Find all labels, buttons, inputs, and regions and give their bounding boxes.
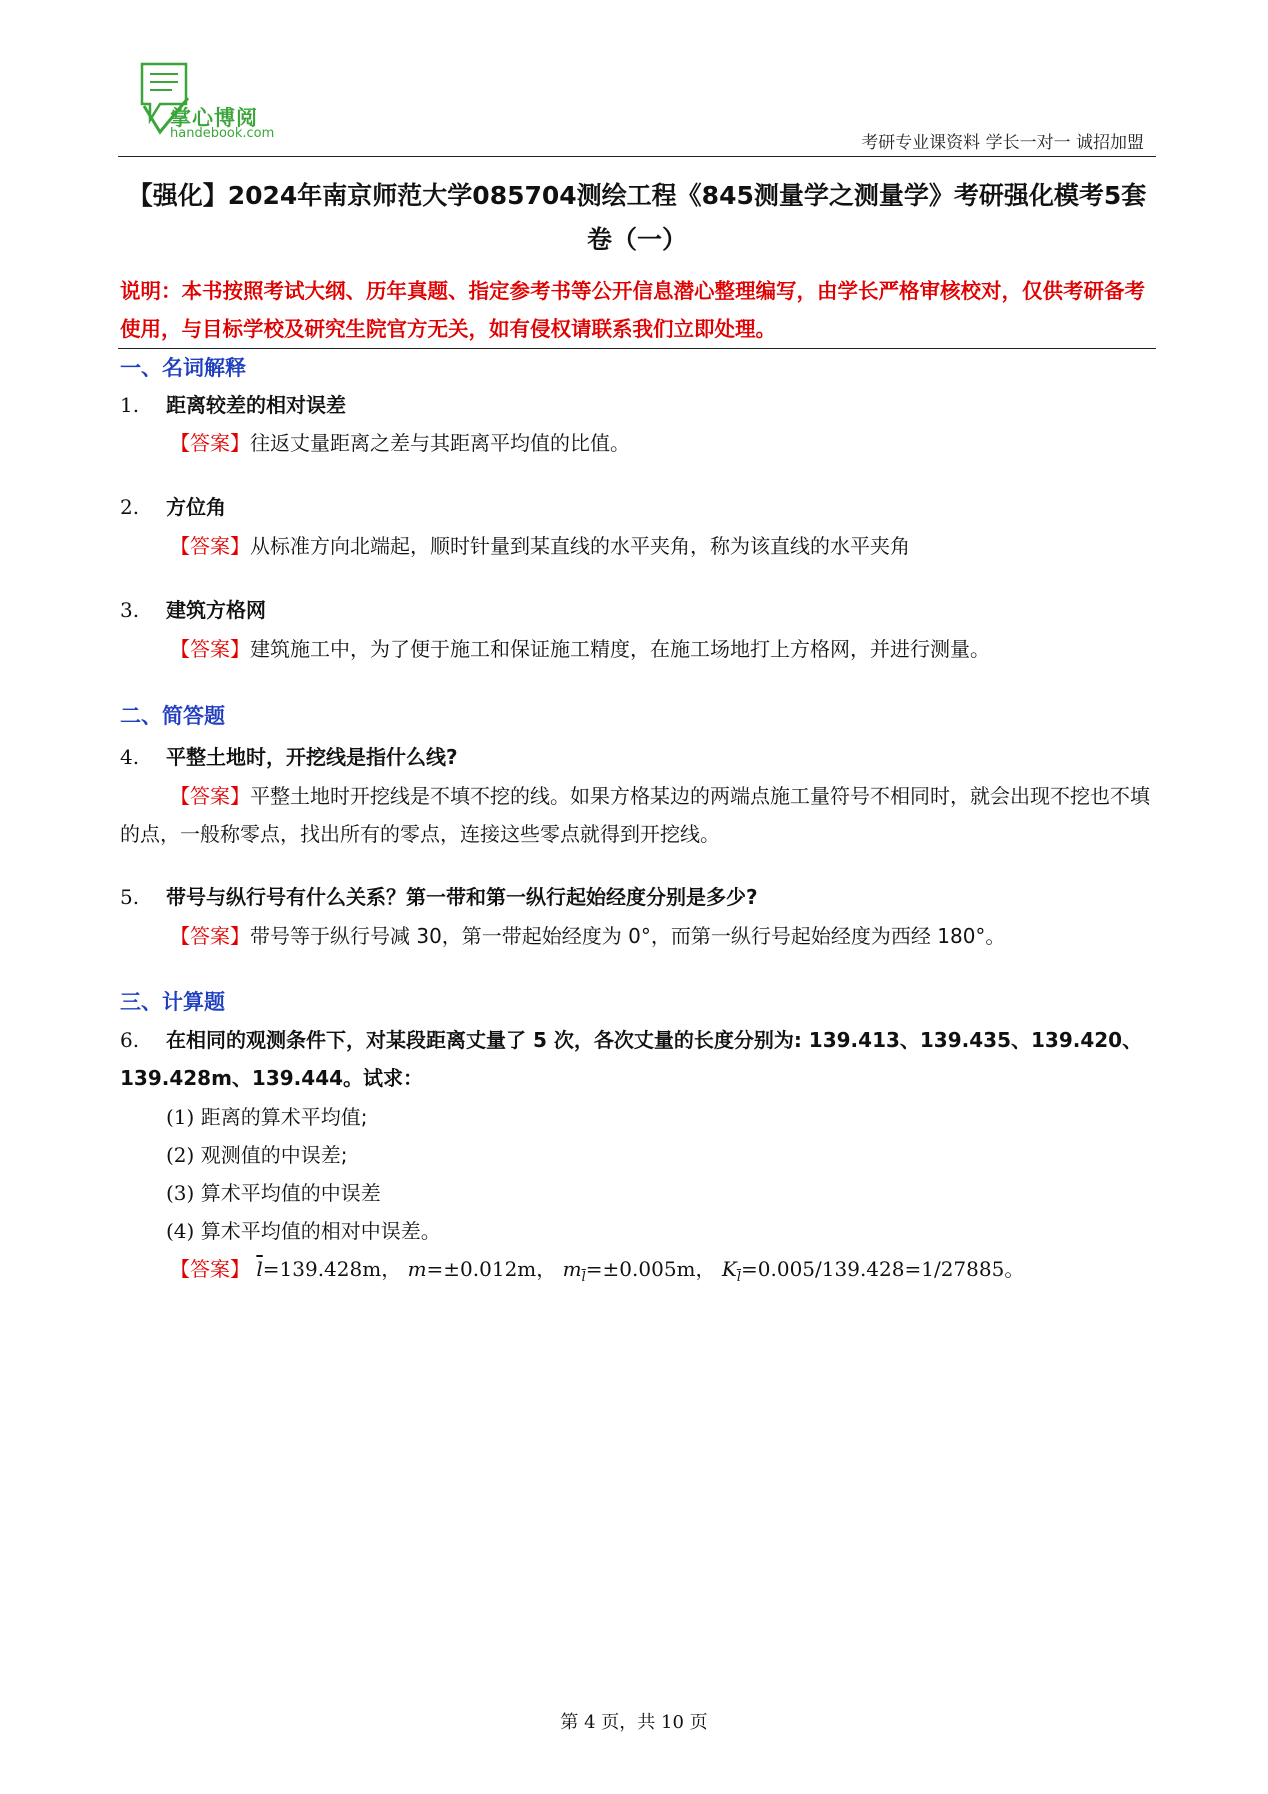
mean-symbol: $\overline{l}$: [256, 1257, 263, 1281]
question-text: 方位角: [166, 495, 226, 519]
question-number: 6.: [120, 1028, 140, 1052]
question-text: 在相同的观测条件下，对某段距离丈量了 5 次，各次丈量的长度分别为: 139.413、139.435、139.420、139.428m、139.444。试求：: [120, 1028, 1143, 1090]
subquestion-number: (3): [166, 1181, 195, 1205]
answer-text: 往返丈量距离之差与其距离平均值的比值。: [250, 431, 630, 455]
answer-label: 【答案】: [170, 924, 250, 948]
page-number: 第 4 页，共 10 页: [560, 1712, 708, 1733]
question-number: 3.: [120, 598, 140, 622]
subquestion-text: 算术平均值的相对中误差。: [200, 1219, 441, 1243]
disclaimer-notice: 说明：本书按照考试大纲、历年真题、指定参考书等公开信息潜心整理编写，由学长严格审核校对，仅供考研备考使用，与目标学校及研究生院官方无关，如有侵权请联系我们立即处理。: [120, 279, 1145, 341]
section-heading: 一、名词解释: [120, 356, 246, 380]
question-number: 1.: [120, 393, 140, 417]
answer-4: [120, 777, 1160, 853]
answer-5: [170, 917, 1160, 955]
subquestion-1: [166, 1098, 367, 1136]
answer-1: [170, 424, 1160, 462]
subquestion-text: 观测值的中误差;: [200, 1143, 348, 1167]
answer-text: 建筑施工中，为了便于施工和保证施工精度，在施工场地打上方格网，并进行测量。: [250, 637, 990, 661]
logo-text: 掌心博阅: [170, 106, 258, 130]
answer-text: 平整土地时开挖线是不填不挖的线。如果方格某边的两端点施工量符号不相同时，就会出现不挖也不填的点，一般称零点，找出所有的零点，连接这些零点就得到开挖线。: [120, 784, 1150, 846]
k-symbol: K: [721, 1257, 737, 1281]
ml-symbol: m: [562, 1257, 582, 1281]
m-value: =±0.012m，: [426, 1257, 557, 1281]
answer-3: [170, 630, 1160, 668]
question-4: [120, 738, 1160, 776]
divider: [118, 348, 1156, 349]
subquestion-number: (1): [166, 1105, 195, 1129]
subquestion-4: [166, 1212, 441, 1250]
question-5: [120, 878, 1160, 916]
header-tagline: 考研专业课资料 学长一对一 诚招加盟: [861, 133, 1144, 153]
section-heading: 二、简答题: [120, 704, 225, 728]
section-heading: 三、计算题: [120, 990, 225, 1014]
question-number: 4.: [120, 745, 140, 769]
page-header: [118, 58, 1156, 157]
answer-2: [170, 527, 1160, 565]
subquestion-2: [166, 1136, 347, 1174]
subquestion-text: 距离的算术平均值;: [200, 1105, 368, 1129]
question-text: 建筑方格网: [166, 598, 266, 622]
answer-label: 【答案】: [170, 784, 250, 808]
m-symbol: m: [407, 1257, 427, 1281]
answer-text: 带号等于纵行号减 30，第一带起始经度为 0°，而第一纵行号起始经度为西经 180°。: [250, 924, 1006, 948]
question-number: 2.: [120, 495, 140, 519]
mean-value: =139.428m，: [262, 1257, 402, 1281]
k-value: =0.005/139.428=1/27885。: [741, 1257, 1025, 1281]
question-2: [120, 488, 1160, 526]
answer-label: 【答案】: [170, 534, 250, 558]
question-text: 带号与纵行号有什么关系？第一带和第一纵行起始经度分别是多少?: [166, 885, 758, 909]
question-number: 5.: [120, 885, 140, 909]
answer-text: 从标准方向北端起，顺时针量到某直线的水平夹角，称为该直线的水平夹角: [250, 534, 910, 558]
question-1: [120, 386, 1160, 424]
question-3: [120, 591, 1160, 629]
answer-6: [170, 1250, 1160, 1297]
subquestion-number: (4): [166, 1219, 195, 1243]
question-text: 距离较差的相对误差: [166, 393, 346, 417]
subquestion-3: [166, 1174, 381, 1212]
ml-value: =±0.005m，: [585, 1257, 716, 1281]
logo-domain: handebook.com: [170, 126, 275, 141]
k-subscript: l: [736, 1270, 742, 1285]
answer-label: 【答案】: [170, 637, 250, 661]
ml-subscript: l: [581, 1270, 586, 1285]
question-text: 平整土地时，开挖线是指什么线?: [166, 745, 458, 769]
document-title: 【强化】2024年南京师范大学085704测绘工程《845测量学之测量学》考研强化模考5套卷（一）: [127, 181, 1147, 254]
subquestion-number: (2): [166, 1143, 195, 1167]
answer-label: 【答案】: [170, 1257, 250, 1281]
question-6: [120, 1021, 1160, 1097]
answer-label: 【答案】: [170, 431, 250, 455]
subquestion-text: 算术平均值的中误差: [200, 1181, 381, 1205]
